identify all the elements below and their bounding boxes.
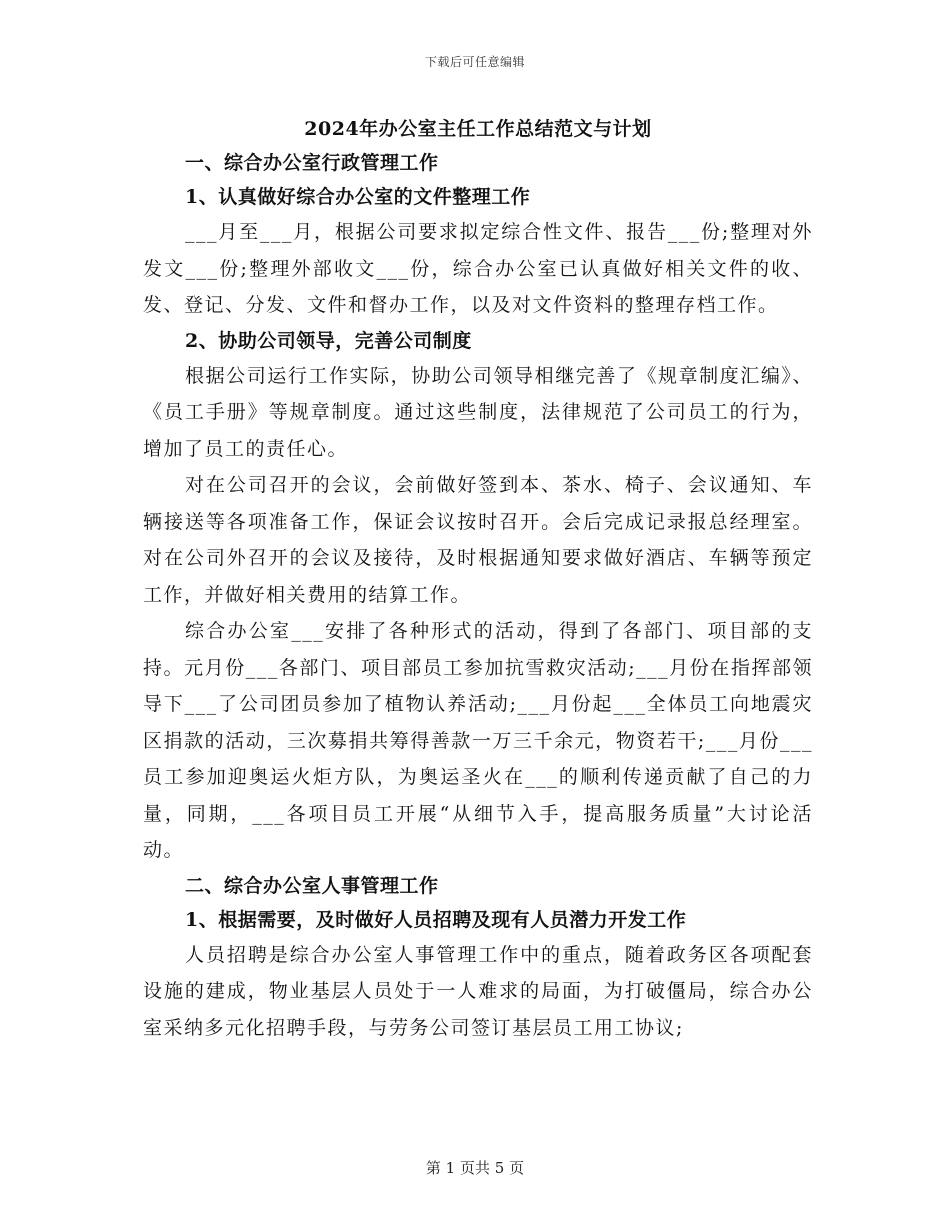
- body-paragraph: 综合办公室___安排了各种形式的活动，得到了各部门、项目部的支持。元月份___各部门、项目部员工参加抗雪救灾活动;___月份在指挥部领导下___了公司团员参加了植物认养活动;___月份起___全体员工向地震灾区捐款的活动，三次募捐共筹得善款一万三千余元，物资若干;___月份___员工参加迎奥运火炬方队，为奥运圣火在___的顺利传递贡献了自己的力量，同期，___各项目员工开展“从细节入手，提高服务质量”大讨论活动。: [143, 620, 813, 861]
- document-blocks: [143, 146, 813, 1046]
- document-body: [143, 112, 813, 1046]
- body-paragraph: ___月至___月，根据公司要求拟定综合性文件、报告___份;整理对外发文___份;整理外部收文___份，综合办公室已认真做好相关文件的收、发、登记、分发、文件和督办工作，以及对文件资料的整理存档工作。: [143, 221, 813, 316]
- header-note: 下载后可任意编辑: [424, 55, 525, 69]
- section-heading: 2、协助公司领导，完善公司制度: [185, 329, 472, 352]
- body-paragraph: 人员招聘是综合办公室人事管理工作中的重点，随着政务区各项配套设施的建成，物业基层人员处于一人难求的局面，为打破僵局，综合办公室采纳多元化招聘手段，与劳务公司签订基层员工用工协议;: [143, 943, 813, 1039]
- document-title: 2024年办公室主任工作总结范文与计划: [304, 118, 652, 140]
- section-heading: 1、认真做好综合办公室的文件整理工作: [185, 186, 531, 208]
- page-number: 第 1 页共 5 页: [425, 1159, 525, 1177]
- body-paragraph: 对在公司召开的会议，会前做好签到本、茶水、椅子、会议通知、车辆接送等各项准备工作，保证会议按时召开。会后完成记录报总经理室。对在公司外召开的会议及接待，及时根据通知要求做好酒店、车辆等预定工作，并做好相关费用的结算工作。: [143, 474, 813, 606]
- section-heading: 一、综合办公室行政管理工作: [185, 152, 439, 174]
- section-heading: 二、综合办公室人事管理工作: [185, 874, 439, 897]
- body-paragraph: 根据公司运行工作实际，协助公司领导相继完善了《规章制度汇编》、《员工手册》等规章制度。通过这些制度，法律规范了公司员工的行为，增加了员工的责任心。: [143, 364, 813, 460]
- section-heading: 1、根据需要，及时做好人员招聘及现有人员潜力开发工作: [185, 908, 687, 931]
